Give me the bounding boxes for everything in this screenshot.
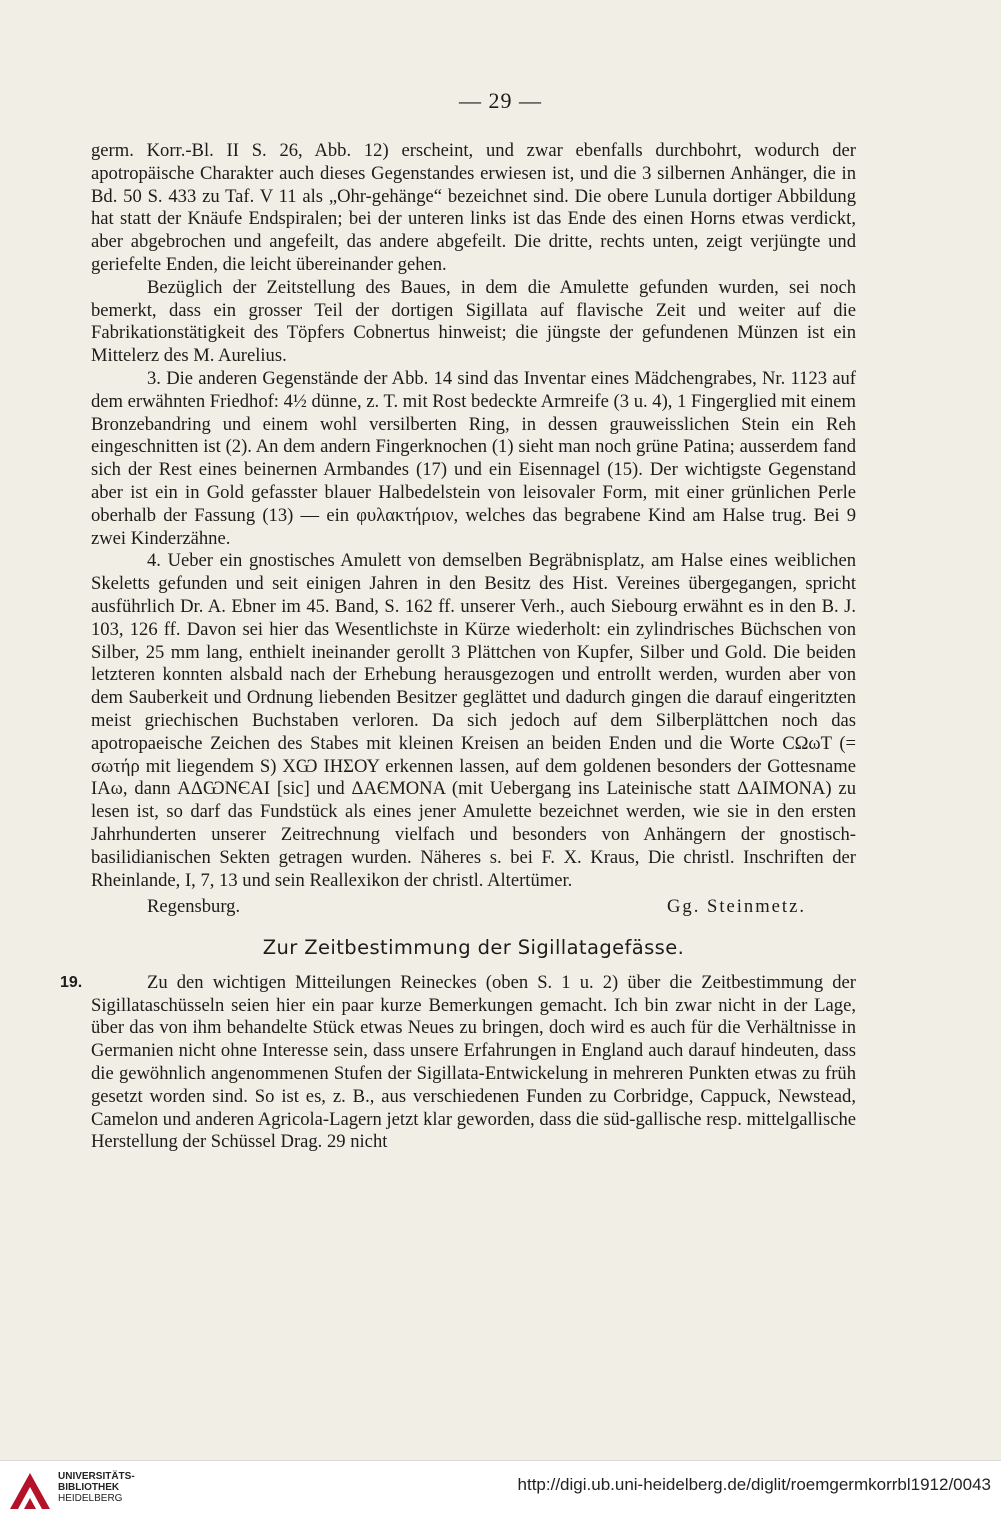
paragraph-dating: Bezüglich der Zeitstellung des Baues, in dem die Amulette gefunden wurden, sei noch bemerkt, dass ein grosser Teil der dortigen Sigillata auf flavische Zeit und weiter auf die Fabrikationstätigkeit des Töpfers Cobnertus hinweist; die jüngste der gefundenen Münzen ist ein Mittelerz des M. Aurelius. [91,276,856,367]
paragraph-item-4: 4. Ueber ein gnostisches Amulett von demselben Begräbnisplatz, am Halse eines weiblichen Skeletts gefunden und seit einigen Jahren in den Besitz des Hist. Vereines übergegangen, spricht ausführlich Dr. A. Ebner im 45. Band, S. 162 ff. unserer Verh., auch Siebourg erwähnt es in den B. J. 103, 126 ff. Davon sei hier das Wesentlichste in Kürze wiederholt: ein zylindrisches Büchschen von Silber, 25 mm lang, enthielt ineinander gerollt 3 Plättchen von Kupfer, Silber und Gold. Die beiden letzteren konnten alsbald nach der Erhebung herausgezogen und entrollt werden, wurden aber von dem Sauberkeit und Ordnung liebenden Besitzer geglättet und dadurch gingen die darauf eingeritzten meist griechischen Buchstaben verloren. Da sich jedoch auf dem Silberplättchen noch das apotropaeische Zeichen des Stabes mit kleinen Kreisen an beiden Enden und die Worte ϹΩωΤ (= σωτήρ mit liegendem S) ΧѠ ΙΗΣΟΥ erkennen lassen, auf dem goldenen besonders der Gottesname ΙΑω, dann ΑΔѠΝЄΑΙ [sic] und ΔΑЄΜΟΝΑ (mit Uebergang ins Lateinische statt ΔΑΙΜΟΝΑ) zu lesen ist, so darf das Fundstück als eines jener Amulette bezeichnet werden, wie sie in den ersten Jahrhunderten unserer Zeitrechnung vielfach und besonders von Anhängern der gnostisch-basilidianischen Sekten getragen wurden. Näheres s. bei F. X. Kraus, Die christl. Inschriften der Rheinlande, I, 7, 13 und sein Reallexikon der christl. Altertümer. [91,550,856,891]
library-line-1: UNIVERSITÄTS- [58,1471,135,1482]
library-line-2: BIBLIOTHEK [58,1482,120,1493]
signoff-row [91,896,856,919]
library-name [58,1471,135,1504]
section-paragraph: Zu den wichtigen Mitteilungen Reineckes (oben S. 1 u. 2) über die Zeitbestimmung der Sigillataschüsseln seien hier ein paar kurze Bemerkungen gemacht. Ich bin zwar nicht in der Lage, über das von ihm behandelte Stück etwas Neues zu bringen, doch wird es auch für die Verhältnisse in Germanien nicht ohne Interesse sein, dass unsere Erfahrungen in England auch darauf hindeuten, dass die gewöhnlich angenommenen Stufen der Sigillata-Entwickelung in mehreren Punkten etwas zu früh gesetzt worden sind. So ist es, z. B., aus verschiedenen Funden zu Corbridge, Cappuck, Newstead, Camelon und anderen Agricola-Lagern jetzt klar geworden, dass die süd-gallische resp. mittelgallische Herstellung der Schüssel Drag. 29 nicht [91,971,856,1153]
library-line-3: HEIDELBERG [58,1493,123,1504]
paragraph-item-3: 3. Die anderen Gegenstände der Abb. 14 sind das Inventar eines Mädchengrabes, Nr. 1123 auf dem erwähnten Friedhof: 4½ dünne, z. T. mit Rost bedeckte Armreife (3 u. 4), 1 Fingerglied mit einem Bronzebandring und einem wohl versilberten Ring, in dessen grauweisslichen Stein ein Reh eingeschnitten ist (2). An dem andern Fingerknochen (1) sieht man noch grüne Patina; ausserdem fand sich der Rest eines beinernen Armbandes (17) und ein Eisennagel (15). Der wichtigste Gegenstand aber ist ein in Gold gefasster blauer Halbedelstein von leisovaler Form, mit einer grünlichen Perle oberhalb der Fassung (13) — ein φυλακτήριον, welches das begrabene Kind am Halse trug. Bei 9 zwei Kinderzähne. [91,367,856,549]
section-number: 19. [60,973,83,991]
paragraph-continuation: germ. Korr.-Bl. II S. 26, Abb. 12) erscheint, und zwar ebenfalls durchbohrt, wodurch der apotropäische Charakter auch dieses Gegenstandes erwiesen ist, und die 3 silbernen Anhänger, die in Bd. 50 S. 433 zu Taf. V 11 als „Ohr-gehänge“ bezeichnet sind. Die obere Lunula dortiger Abbildung hat statt der Knäufe Endspiralen; bei der unteren links ist das Ende des einen Horns etwas verdickt, aber abgebrochen und angefeilt, das andere abgefeilt. Die dritte, rechts unten, zeigt verjüngte und geriefelte Enden, die leicht übereinander gehen. [91,140,856,275]
footer-url-link[interactable]: http://digi.ub.uni-heidelberg.de/diglit/roemgermkorrbl1912/0043 [517,1475,991,1494]
signoff-author: Gg. Steinmetz. [666,896,806,918]
page-number: — 29 — [459,88,542,113]
section-paragraph-wrap [60,971,856,1154]
body-text [60,140,856,1154]
footer-bar [0,1460,1001,1540]
heidelberg-library-logo-icon [8,1467,52,1511]
section-heading: Zur Zeitbestimmung der Sigillatagefässe. [262,936,685,960]
signoff-place: Regensburg. [147,896,241,918]
